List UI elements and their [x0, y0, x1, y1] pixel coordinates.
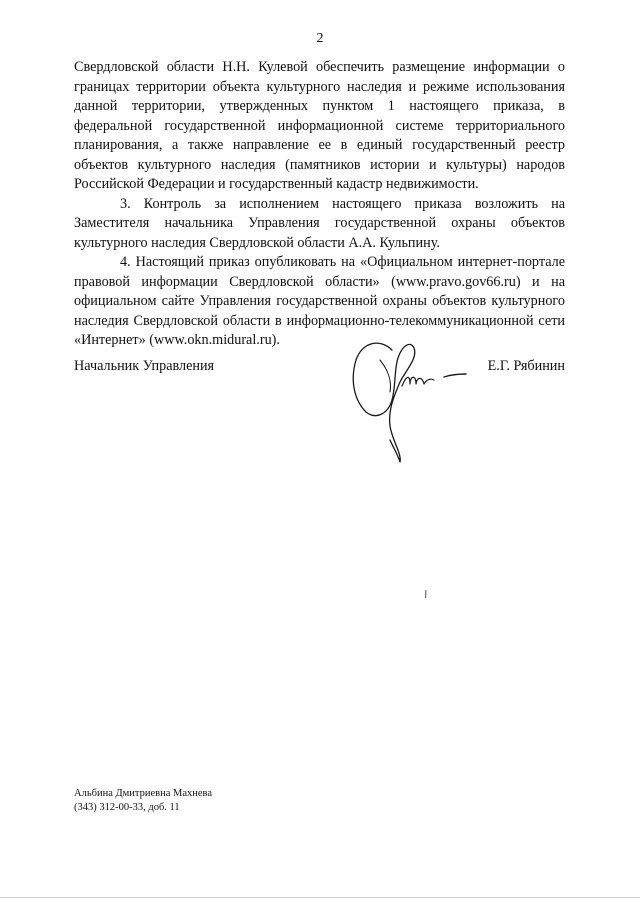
signatory-name: Е.Г. Рябинин — [487, 358, 565, 374]
executor-name: Альбина Дмитриевна Махнева — [74, 788, 213, 799]
page-number: 2 — [316, 31, 324, 46]
bottom-edge-line — [0, 897, 640, 898]
order-body — [74, 58, 565, 351]
stray-mark — [424, 590, 428, 598]
executor-info — [74, 787, 212, 815]
paragraph-item-3: 3. Контроль за исполнением настоящего приказа возложить на Заместителя начальника Управления государственной охраны объектов культурного наследия Свердловской области А.А. Кульпину. — [74, 195, 565, 251]
signatory-position: Начальник Управления — [74, 358, 215, 374]
executor-phone: (343) 312-00-33, доб. 11 — [74, 802, 180, 813]
paragraph-continuation: Свердловской области Н.Н. Кулевой обеспечить размещение информации о границах территории объекта культурного наследия и режиме использования данной территории, утвержденных пунктом 1 настоящего приказа, в федеральной государственной информационной системе территориального планирования, а также направление ее в единый государственный реестр объектов культурного наследия (памятников истории и культуры) народов Российской Федерации и государственный кадастр недвижимости. — [74, 59, 565, 192]
paragraph-item-4: 4. Настоящий приказ опубликовать на «Официальном интернет-портале правовой информации Свердловской области» (www.pravo.gov66.ru) и на официальном сайте Управления государственной охраны объектов культурного наследия Свердловской области в информационно-телекоммуникационной сети «Интернет» (www.okn.midural.ru). — [74, 254, 565, 348]
handwritten-signature — [340, 330, 480, 465]
